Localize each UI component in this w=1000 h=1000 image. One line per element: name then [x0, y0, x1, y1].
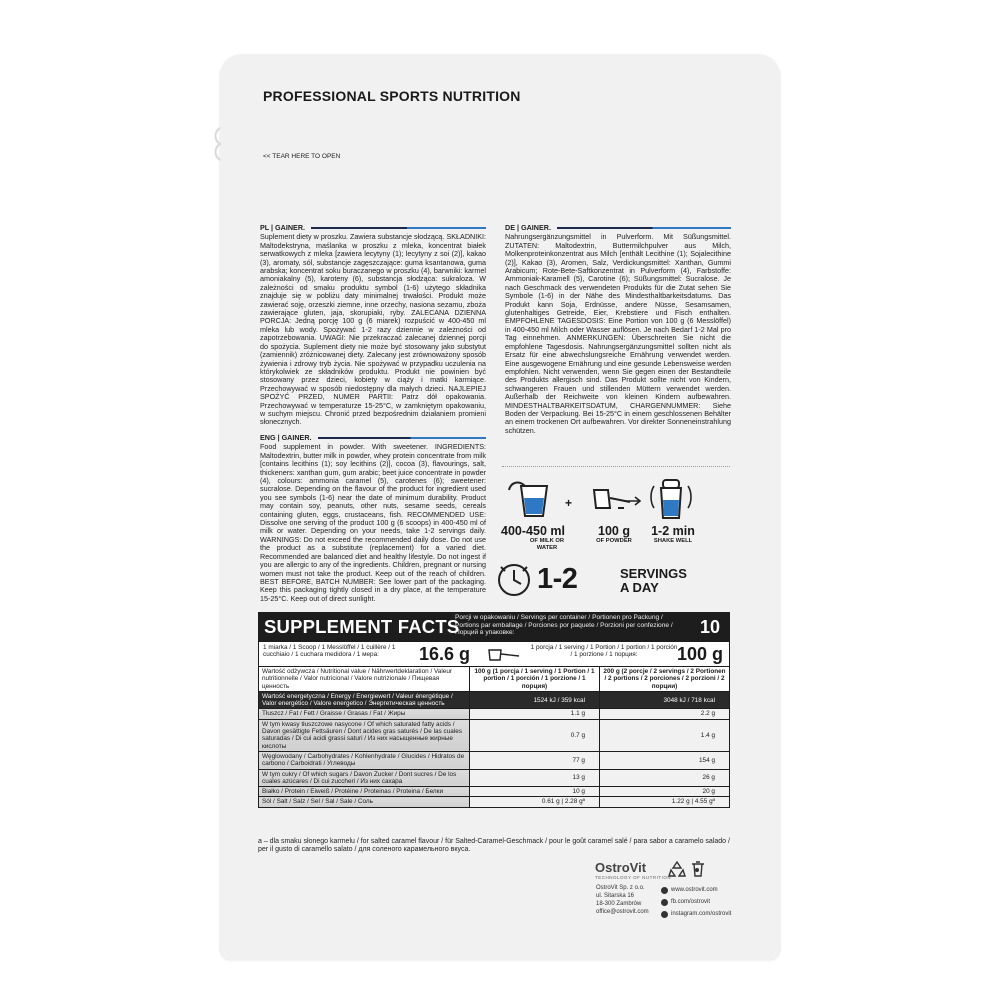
nutrient-name: Białko / Protein / Eiweiß / Protéine / Proteinas / Proteina / Белки [259, 787, 470, 797]
heading-bar [311, 227, 486, 229]
nutrient-name: Tłuszcz / Fat / Fett / Graisse / Grasas / Fat / Жиры [259, 709, 470, 719]
globe-icon [661, 887, 668, 894]
supplement-facts-panel [258, 612, 730, 808]
flavour-footnote: a – dla smaku słonego karmelu / for salted caramel flavour / für Salted-Caramel-Geschmack / pour le goût caramel salé / para sabor a caramelo salado / per il gusto di caramello salato / для соленого карамельного вкуса. [258, 838, 730, 854]
german-heading: DE | GAINER. [505, 223, 551, 232]
step-liquid-amount: 400-450 ml [501, 524, 565, 538]
dotted-divider [502, 466, 730, 467]
usage-step-shake [640, 524, 706, 545]
nutrient-value-double: 154 g [600, 751, 730, 769]
website-link[interactable]: www.ostrovit.com [671, 887, 718, 893]
usage-step-powder [584, 524, 644, 545]
instagram-icon [661, 911, 668, 918]
servings-per-container-label: Porcji w opakowaniu / Servings per container / Portionen pro Packung / Portions par emballage / Porciones por paquete / Porzioni per confezione / Порций в упаковке: [455, 614, 673, 637]
recycle-icon [668, 860, 686, 878]
nutrient-name: Wartość energetyczna / Energy / Energiewert / Valeur énergétique / Valor energético / Valore energetico / Энергетическая ценность [259, 691, 470, 709]
nutrition-row [259, 787, 730, 797]
step-liquid-note: OF MILK OR WATER [529, 538, 565, 551]
servings-count: 1-2 [537, 563, 578, 595]
arrow-right-icon [625, 496, 643, 506]
nutrient-value-serving: 77 g [470, 751, 600, 769]
address-line-1: OstroVit Sp. z o.o. [596, 885, 645, 891]
english-heading: ENG | GAINER. [260, 433, 312, 442]
ostrovit-logo: OstroVit [595, 860, 647, 875]
nutrition-col-1: 100 g (1 porcja / 1 serving / 1 Portion / 1 portion / 1 porción / 1 porzione / 1 порция) [470, 667, 600, 692]
scoop-icon [487, 648, 521, 662]
nutrition-row [259, 797, 730, 807]
nutrient-value-serving: 0.7 g [470, 719, 600, 751]
logo-tagline: TECHNOLOGY OF NUTRITION [595, 875, 672, 880]
nutrition-row [259, 751, 730, 769]
nutrient-value-serving: 1524 kJ / 359 kcal [470, 691, 600, 709]
servings-label-line1: SERVINGS [620, 566, 687, 581]
nutrition-table [258, 666, 730, 808]
nutrition-header-row [259, 667, 730, 692]
usage-step-liquid [494, 524, 572, 551]
polish-label-block [260, 224, 486, 427]
scoop-weight: 16.6 g [419, 644, 471, 664]
nutrient-value-double: 26 g [600, 769, 730, 787]
step-powder-amount: 100 g [598, 524, 630, 538]
facts-header [258, 612, 730, 642]
polish-text: Suplement diety w proszku. Zawiera substancje słodzącą. SKŁADNIKI: Maltodekstryna, maślanka w proszku z mleka, koncentrat białek serwatkowych z mleka [zawiera lecytyny (1); lecytyny z soi (2)], kakao (3), aromaty, sól, substancje zagęszczające: guma ksantanowa, guma arabska; koncentrat soku buraczanego w proszku (4), barwniki: karmel amoniakalny (5), karoteny (6), substancja słodząca: sukraloza. W zależności od smaku produktu symbol (1-6) użytego składnika znajduje się w pobliżu daty minimalnej trwałości. Produkt może zawierać soję, orzeszki ziemne, inne orzechy, nasiona sezamu, zboża zawierające gluten, jaja, skorupiaki, ryby. ZALECANA DZIENNA PORCJA: Jedną porcję 100 g (6 miarek) rozpuścić w 400-450 ml mleka lub wody. Spożywać 1-2 razy dziennie w zależności od zapotrzebowania. UWAGI: Nie przekraczać zalecanej dziennej porcji do spożycia. Suplement diety nie może być stosowany jako substytut (zamiennik) zróżnicowanej diety. Zalecany jest zrównoważony sposób żywienia i zdrowy tryb życia. Nie spożywać w przypadku uczulenia na którykolwiek ze składników produktu. Produkt nie powinien być stosowany przez dzieci, kobiety w ciąży i matki karmiące. Przechowywać w sposób niedostępny dla małych dzieci. NAJLEPIEJ SPOŻYĆ PRZED, NUMER PARTII: Patrz dół opakowania. Przechowywać w temperaturze 15-25°C, w zamkniętym opakowaniu, w suchym miejscu. Chronić przed bezpośrednim działaniem promieni słonecznych. [260, 232, 486, 427]
servings-label-line2: A DAY [620, 580, 659, 595]
waste-bin-icon [690, 860, 706, 878]
address-line-2: ul. Sitarska 16 [596, 893, 635, 899]
milk-glass-icon [505, 476, 549, 518]
shaker-icon [648, 476, 694, 522]
nutrition-row [259, 691, 730, 709]
scoop-label: 1 miarka / 1 Scoop / 1 Messlöffel / 1 cuillère / 1 cucchiaio / 1 cuchara medidora / 1 мерa: [263, 644, 396, 659]
english-text: Food supplement in powder. With sweetener. INGREDIENTS: Maltodextrin, butter milk in powder, whey protein concentrate from milk [contains lecithins (1); soy lecithins (2)], cocoa (3), flavourings, salt, thickeners: xanthan gum, gum arabic; beet juice concentrate in powder (4), colours: ammonia caramel (5), carotenes (6); sweetener: sucralose. Depending on the flavour of the product for ingredient used you see symbols (1-6) near the date of minimum durability. Product may contain soy, peanuts, other nuts, sesame seeds, cereals containing gluten, eggs, crustaceans, fish. RECOMMENDED USE: Dissolve one serving of the product 100 g (6 scoops) in 400-450 ml of milk or water. Depending on your needs, take 1-2 servings daily. WARNINGS: Do not exceed the recommended daily dose. Do not use the product as a substitute (replacement) for a varied diet. Recommended are balanced diet and healthy lifestyle. Do not ingest if you are allergic to any of the ingredients. Children, pregnant or nursing women must not take the product. Keep out of the reach of children. BEST BEFORE, BATCH NUMBER: See lower part of the packaging. Keep this packaging tightly closed in a dry place, at the temperature 15-25°C. Keep out of direct sunlight. [260, 442, 486, 603]
german-label-block [505, 224, 731, 435]
nutrient-value-serving: 0.61 g | 2.28 gª [470, 797, 600, 807]
english-label-block [260, 434, 486, 603]
address-line-3: 18-300 Zambrów [596, 901, 642, 907]
address-line-4: office@ostrovit.com [596, 909, 649, 915]
clock-icon [496, 562, 532, 598]
facebook-link[interactable]: fb.com/ostrovit [671, 899, 711, 905]
portion-row [258, 642, 730, 666]
heading-bar [557, 227, 731, 229]
company-address [596, 884, 649, 916]
polish-heading: PL | GAINER. [260, 223, 306, 232]
portion-weight: 100 g [676, 644, 723, 664]
nutrient-value-double: 20 g [600, 787, 730, 797]
facebook-icon [661, 899, 668, 906]
step-shake-note: SHAKE WELL [653, 538, 693, 544]
nutrient-value-double: 1.4 g [600, 719, 730, 751]
nutrient-value-double: 3048 kJ / 718 kcal [600, 691, 730, 709]
portion-label: 1 porcja / 1 serving / 1 Portion / 1 portion / 1 porción / 1 porzione / 1 порция: [530, 644, 678, 659]
german-text: Nahrungsergänzungsmittel in Pulverform. Mit Süßungsmittel. ZUTATEN: Maltodextrin, Buttermilchpulver aus Milch, Molkenproteinkonzentrat aus Milch [enthält Lecithine (1); Sojalecithine (2)], Kakao (3), Aromen, Salz, Verdickungsmittel: Xanthan, Gummi Arabicum; Rote-Bete-Saftkonzentrat in Pulverform (4), Farbstoffe: Ammoniak-Karamell (5), Carotine (6); Süßungsmittel: Sucralose. Je nach Geschmack des verwendeten Produkts für die Zutat sehen Sie Symbole (1-6) in der Nähe des Mindesthaltbarkeitsdatums. Das Produkt kann Soja, Erdnüsse, andere Nüsse, Sesamsamen, glutenhaltiges Getreide, Eier, Krebstiere und Fisch enthalten. EMPFOHLENE TAGESDOSIS: Eine Portion von 100 g (6 Messlöffel) in 400-450 ml Milch oder Wasser auflösen. Je nach Bedarf 1-2 Mal pro Tag einnehmen. ANMERKUNGEN: Überschreiten Sie nicht die empfohlene Tagesdosis. Nahrungsergänzungsmittel sollten nicht als Ersatz für eine abwechslungsreiche Ernährung verwendet werden. Eine ausgewogene Ernährung und eine gesunde Lebensweise werden empfohlen. Nicht verwenden, wenn Sie gegen einen der Bestandteile des Produkts allergisch sind. Das Produkt sollte nicht von Kindern, schwangeren Frauen und stillenden Müttern verwendet werden. Außerhalb der Reichweite von kleinen Kindern aufbewahren. MINDESTHALTBARKEITSDATUM, CHARGENNUMMER: Siehe Boden der Verpackung. Bei 15-25°C in einem geschlossenen Behälter an einem trockenen Ort aufbewahren. Vor direkter Sonneneinstrahlung schützen. [505, 232, 731, 435]
step-shake-time: 1-2 min [651, 524, 695, 538]
heading-bar [318, 437, 486, 439]
nutrient-value-serving: 1.1 g [470, 709, 600, 719]
nutrient-value-serving: 10 g [470, 787, 600, 797]
tear-notch-icon [212, 126, 240, 162]
step-powder-note: OF POWDER [596, 538, 632, 544]
plus-sign: + [565, 496, 573, 510]
nutrient-name: W tym cukry / Of which sugars / Davon Zucker / Dont sucres / De los cuales azúcares / Di cui zuccheri / Из них сахара [259, 769, 470, 787]
nutrient-value-double: 2.2 g [600, 709, 730, 719]
nutrition-row [259, 769, 730, 787]
nutrient-name: W tym kwasy tłuszczowe nasycone / Of which saturated fatty acids / Davon gesättigte Fettsäuren / Dont acides gras saturés / De las cuales saturadas / Di cui acidi grassi saturi / Из них насыщенные жирные кислоты [259, 719, 470, 751]
nutrient-name: Węglowodany / Carbohydrates / Kohlenhydrate / Glucides / Hidratos de carbono / Carboidrati / Углеводы [259, 751, 470, 769]
tear-here-label: << TEAR HERE TO OPEN [263, 153, 341, 160]
servings-label [620, 567, 687, 595]
nutrition-col-label: Wartość odżywcza / Nutritional value / Nährwertdeklaration / Valeur nutritionnelle / Valor nutricional / Valore nutrizionale / Пищевая ценность [259, 667, 470, 692]
company-contact [661, 884, 731, 920]
nutrition-row [259, 709, 730, 719]
nutrition-row [259, 719, 730, 751]
nutrient-name: Sól / Salt / Salz / Sel / Sal / Sale / Соль [259, 797, 470, 807]
servings-per-container: 10 [699, 617, 720, 637]
instagram-link[interactable]: instagram.com/ostrovit [671, 911, 732, 917]
nutrition-col-2: 200 g (2 porcje / 2 servings / 2 Portionen / 2 portions / 2 porciones / 2 porzioni / 2 порции) [600, 667, 730, 692]
nutrient-value-serving: 13 g [470, 769, 600, 787]
brand-title: PROFESSIONAL SPORTS NUTRITION [263, 88, 521, 104]
nutrient-value-double: 1.22 g | 4.55 gª [600, 797, 730, 807]
facts-title: SUPPLEMENT FACTS [264, 616, 460, 637]
